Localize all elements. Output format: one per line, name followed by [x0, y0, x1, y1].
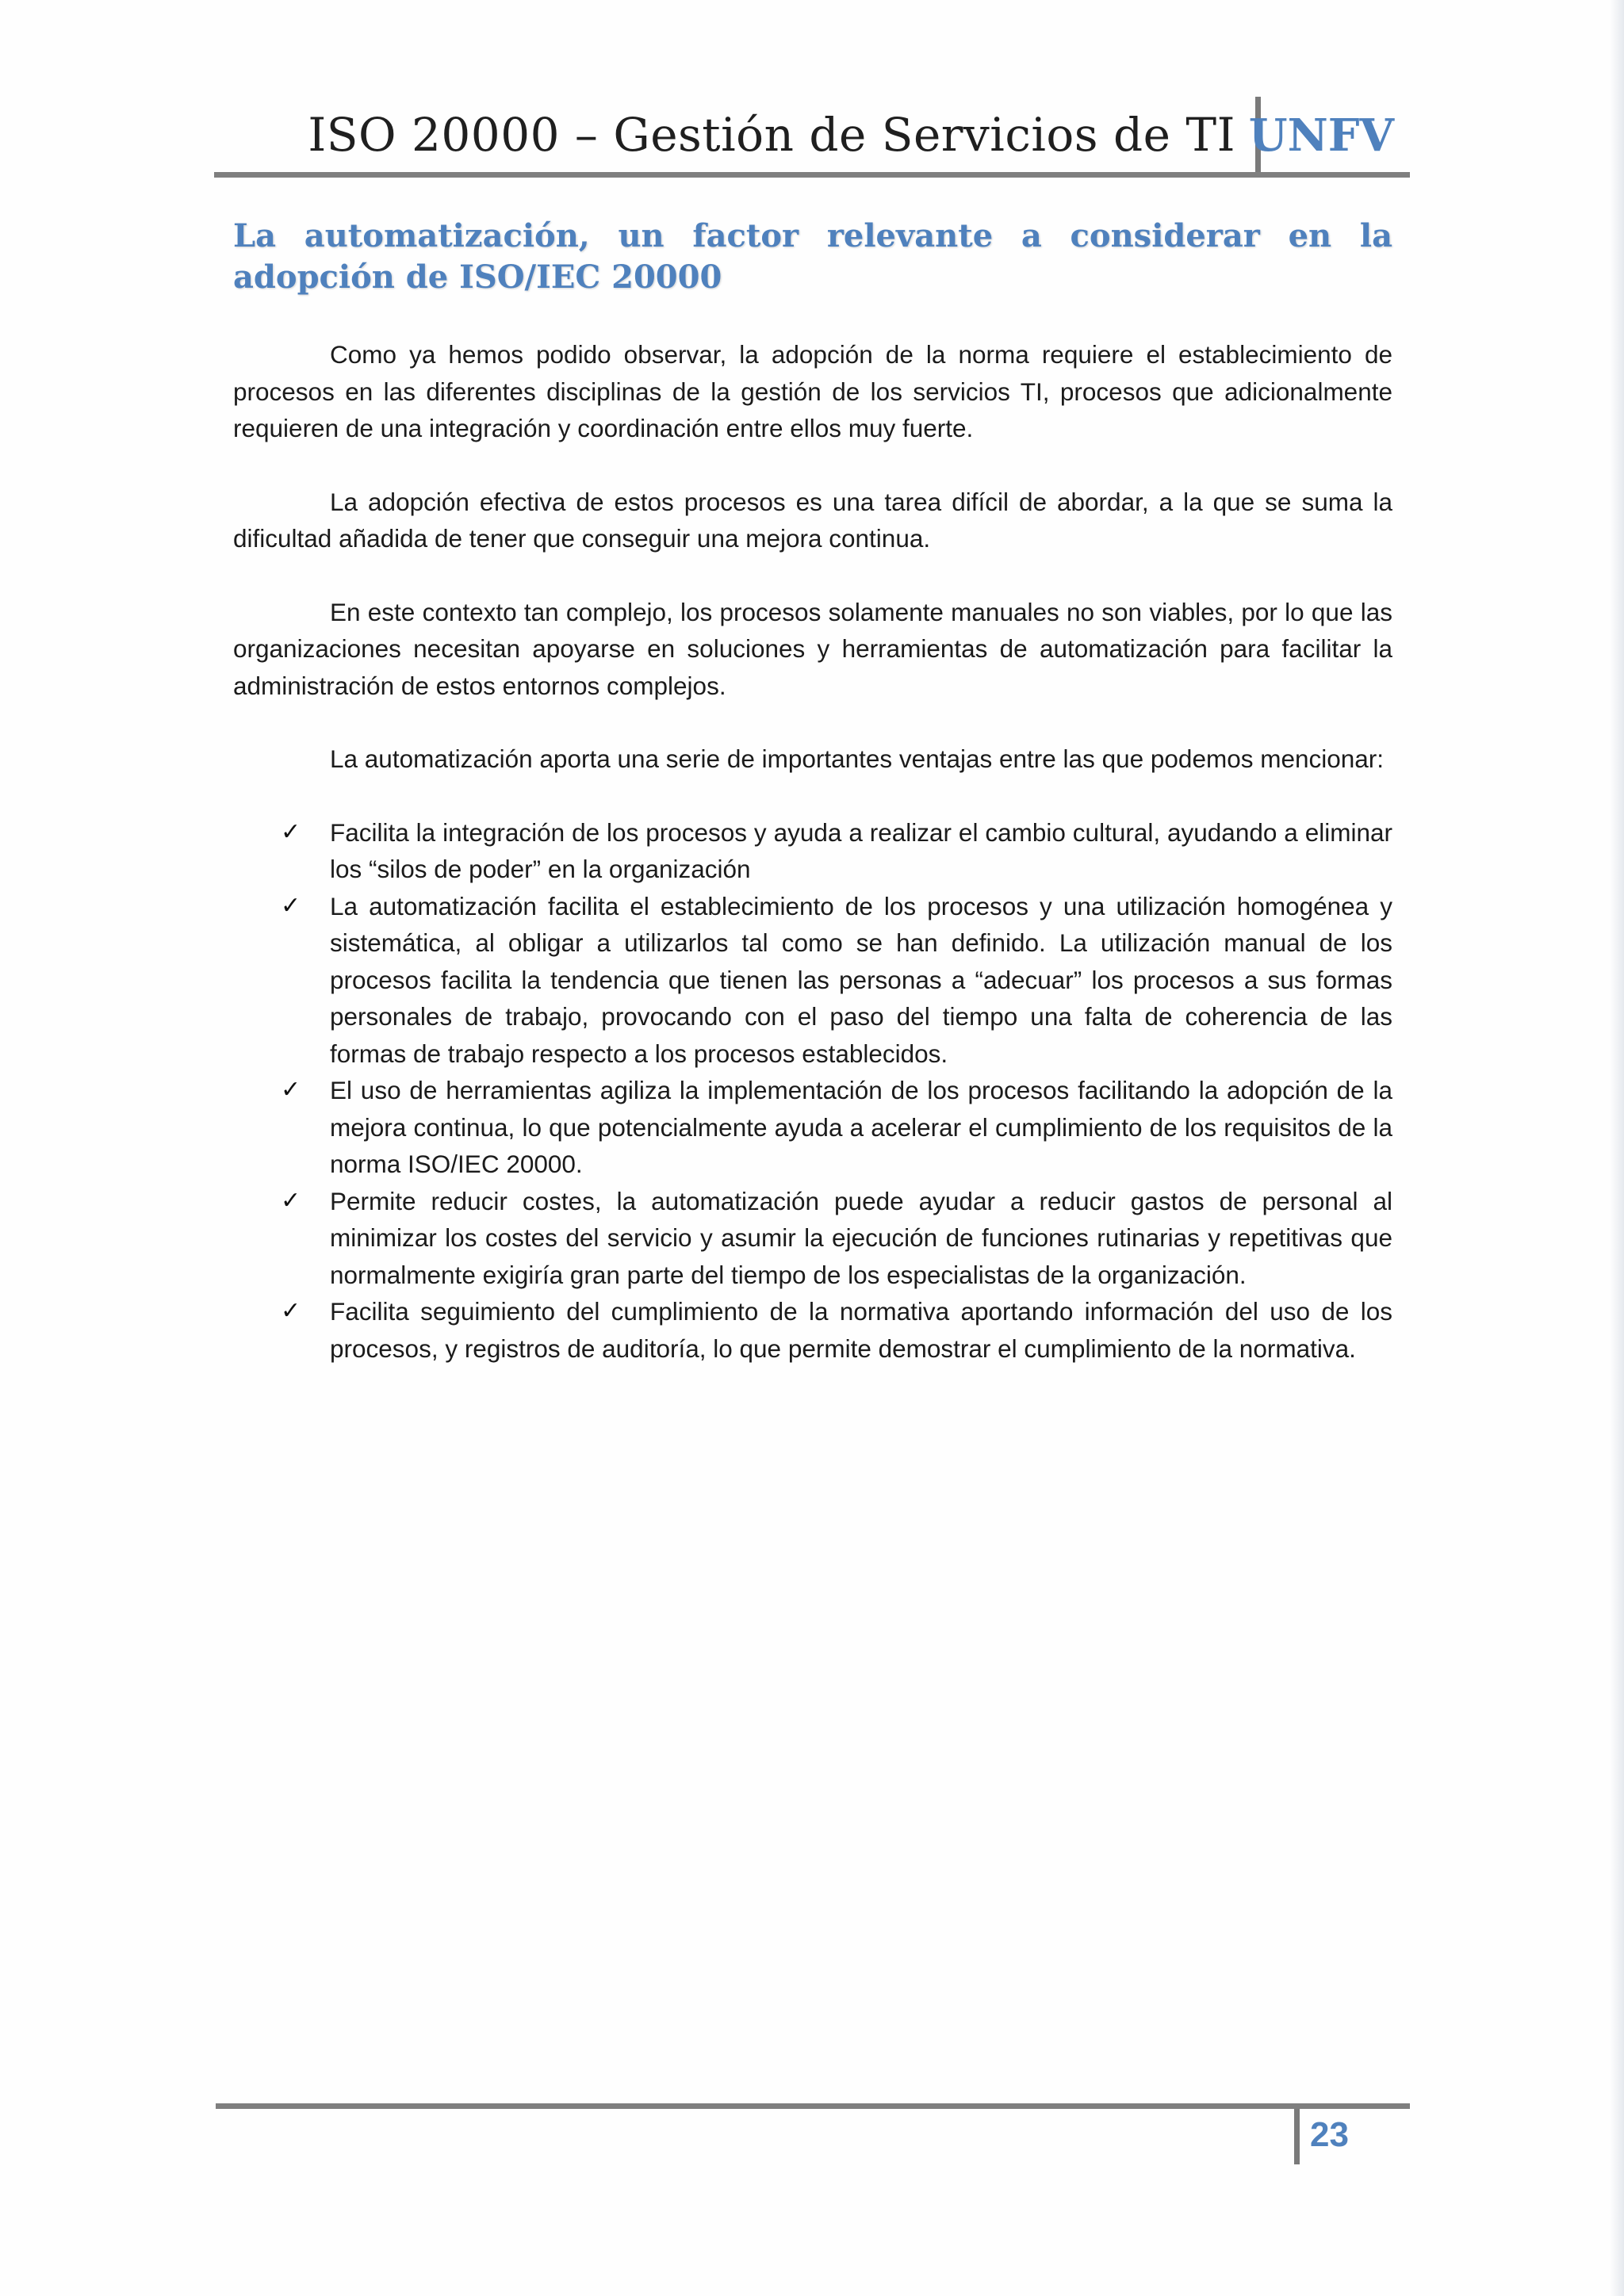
checkmark-icon: ✓ [281, 1076, 301, 1104]
page-number: 23 [1310, 2115, 1349, 2154]
footer-rule [216, 2103, 1410, 2109]
list-item-text: Permite reducir costes, la automatización puede ayudar a reducir gastos de personal al minimizar los costes del servicio y asumir la ejecución de funciones rutinarias y repetitivas que normalmente exigiría gran parte del tiempo de los especialistas de la organización. [330, 1186, 1392, 1289]
checkmark-icon: ✓ [281, 1297, 301, 1325]
list-item [233, 1072, 1392, 1183]
benefits-list [233, 814, 1392, 1368]
section-heading: La automatización, un factor relevante a considerar en la adopción de ISO/IEC 20000 [233, 217, 1392, 296]
checkmark-icon: ✓ [281, 891, 301, 920]
list-item [233, 1183, 1392, 1294]
list-item [233, 1293, 1392, 1367]
page-edge-shadow [1610, 0, 1624, 2296]
list-item-text: La automatización facilita el establecimiento de los procesos y una utilización homogénea y sistemática, al obligar a utilizarlos tal como se han definido. La utilización manual de los procesos facilita la tendencia que tienen las personas a “adecuar” los procesos a sus formas personales de trabajo, provocando con el paso del tiempo una falta de coherencia de las formas de trabajo respecto a los procesos establecidos. [330, 891, 1392, 1068]
list-item-text: Facilita seguimiento del cumplimiento de la normativa aportando información del uso de los procesos, y registros de auditoría, lo que permite demostrar el cumplimiento de la normativa. [330, 1297, 1392, 1363]
list-item-text: El uso de herramientas agiliza la implementación de los procesos facilitando la adopción de la mejora continua, lo que potencialmente ayuda a acelerar el cumplimiento de los requisitos de la norma ISO/IEC 20000. [330, 1076, 1392, 1178]
list-item-text: Facilita la integración de los procesos y ayuda a realizar el cambio cultural, ayudando a eliminar los “silos de poder” en la organización [330, 817, 1392, 883]
paragraph: La adopción efectiva de estos procesos es una tarea difícil de abordar, a la que se suma la dificultad añadida de tener que conseguir una mejora continua. [233, 487, 1392, 553]
paragraph: Como ya hemos podido observar, la adopción de la norma requiere el establecimiento de procesos en las diferentes disciplinas de la gestión de los servicios TI, procesos que adicionalmente requieren de una integración y coordinación entre ellos muy fuerte. [233, 340, 1392, 442]
list-item [233, 814, 1392, 888]
header-rule [214, 172, 1410, 178]
page-content [233, 216, 1392, 1367]
header-brand: UNFV [1248, 109, 1394, 162]
list-item [233, 888, 1392, 1073]
paragraph: La automatización aporta una serie de importantes ventajas entre las que podemos mencionar: [330, 744, 1385, 773]
checkmark-icon: ✓ [281, 1186, 301, 1215]
checkmark-icon: ✓ [281, 817, 301, 846]
page-header [214, 92, 1410, 178]
footer-separator [1294, 2109, 1300, 2164]
header-title: ISO 20000 – Gestión de Servicios de TI [308, 108, 1235, 162]
paragraph: En este contexto tan complejo, los procesos solamente manuales no son viables, por lo que las organizaciones necesitan apoyarse en soluciones y herramientas de automatización para facilitar la administración de estos entornos complejos. [233, 597, 1392, 700]
